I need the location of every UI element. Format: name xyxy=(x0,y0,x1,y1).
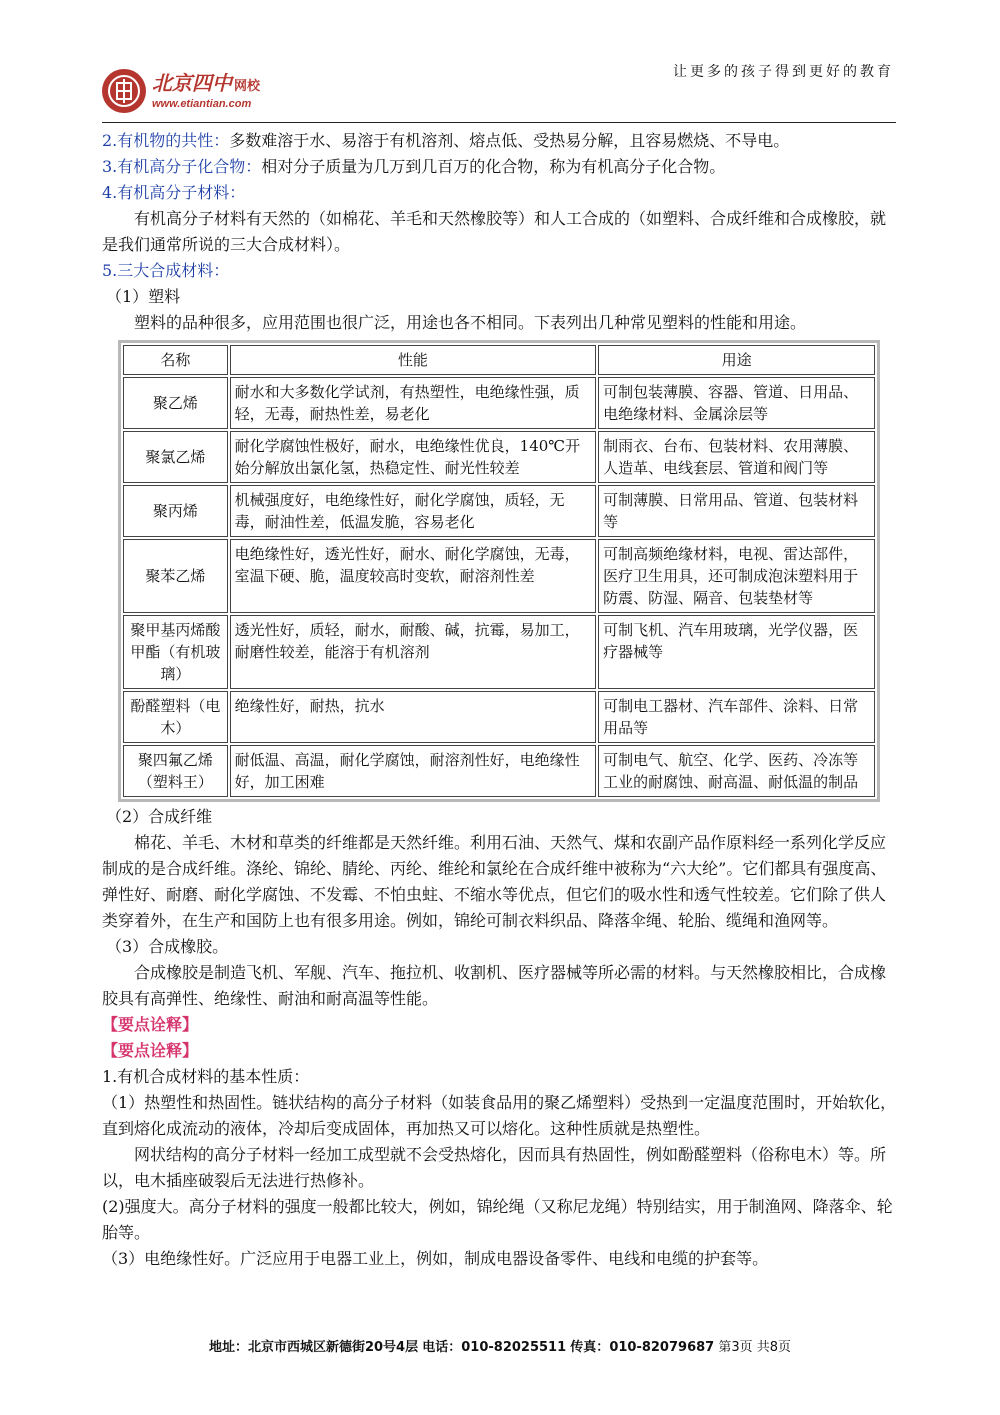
table-row xyxy=(123,431,875,483)
table-cell-property: 耐低温、高温，耐化学腐蚀，耐溶剂性好，电绝缘性好，加工困难 xyxy=(230,745,596,797)
table-cell-property: 耐化学腐蚀性极好，耐水，电绝缘性优良，140℃开始分解放出氯化氢，热稳定性、耐光性较差 xyxy=(230,431,596,483)
table-cell-property: 耐水和大多数化学试剂，有热塑性，电绝缘性强，质轻，无毒，耐热性差，易老化 xyxy=(230,377,596,429)
logo[interactable] xyxy=(102,69,260,113)
page-header xyxy=(102,55,896,125)
table-cell-name: 聚四氟乙烯（塑料王） xyxy=(123,745,228,797)
footer-fax-label: 传真： xyxy=(570,1340,610,1355)
section-4-text: 有机高分子材料有天然的（如棉花、羊毛和天然橡胶等）和人工合成的（如塑料、合成纤维和合成橡胶，就是我们通常所说的三大合成材料）。 xyxy=(102,209,887,254)
footer-fax: 010-82079687 xyxy=(609,1340,715,1355)
table-row xyxy=(123,539,875,613)
section-5-title: 5.三大合成材料： xyxy=(102,261,230,280)
table-row xyxy=(123,485,875,537)
slogan: 让更多的孩子得到更好的教育 xyxy=(673,64,894,80)
plastic-intro: 塑料的品种很多，应用范围也很广泛，用途也各不相同。下表列出几种常见塑料的性能和用途。 xyxy=(134,313,807,332)
table-cell-use: 可制高频绝缘材料，电视、雷达部件，医疗卫生用具，还可制成泡沫塑料用于防震、防湿、隔音、包装垫材等 xyxy=(598,539,875,613)
table-cell-property: 绝缘性好，耐热，抗水 xyxy=(230,691,596,743)
table-cell-use: 可制薄膜、日常用品、管道、包装材料等 xyxy=(598,485,875,537)
table-row xyxy=(123,615,875,689)
fiber-title: （2）合成纤维 xyxy=(106,807,213,826)
table-header-name: 名称 xyxy=(123,345,228,375)
insulation-text: （3）电绝缘性好。广泛应用于电器工业上，例如，制成电器设备零件、电线和电缆的护套等。 xyxy=(102,1249,769,1268)
logo-url: www.etiantian.com xyxy=(152,97,252,110)
table-header-property: 性能 xyxy=(230,345,596,375)
table-cell-name: 聚氯乙烯 xyxy=(123,431,228,483)
network-text: 网状结构的高分子材料一经加工成型就不会受热熔化，因而具有热固性，例如酚醛塑料（俗称电木）等。所以，电木插座破裂后无法进行热修补。 xyxy=(102,1145,887,1190)
table-row xyxy=(123,745,875,797)
table-cell-use: 可制电工器材、汽车部件、涂料、日常用品等 xyxy=(598,691,875,743)
logo-name: 北京四中 xyxy=(152,70,232,95)
table-cell-name: 聚苯乙烯 xyxy=(123,539,228,613)
thermo-text: （1）热塑性和热固性。链状结构的高分子材料（如装食品用的聚乙烯塑料）受热到一定温度范围时，开始软化，直到熔化成流动的液体，冷却后变成固体，再加热又可以熔化。这种性质就是热塑性。 xyxy=(102,1093,897,1138)
footer-phone: 010-82025511 xyxy=(461,1340,567,1355)
table-cell-property: 机械强度好，电绝缘性好，耐化学腐蚀，质轻，无毒，耐油性差，低温发脆，容易老化 xyxy=(230,485,596,537)
section-2-title: 2.有机物的共性： xyxy=(102,131,230,150)
page-content xyxy=(102,128,898,1272)
table-cell-name: 聚丙烯 xyxy=(123,485,228,537)
basic-properties-title: 1.有机合成材料的基本性质： xyxy=(102,1067,310,1086)
section-3 xyxy=(102,154,898,180)
footer-address: 北京市西城区新德街20号4层 xyxy=(247,1340,419,1355)
table-cell-use: 制雨衣、台布、包装材料、农用薄膜、人造革、电线套层、管道和阀门等 xyxy=(598,431,875,483)
table-header-use: 用途 xyxy=(598,345,875,375)
table-cell-use: 可制飞机、汽车用玻璃，光学仪器，医疗器械等 xyxy=(598,615,875,689)
table-cell-use: 可制包装薄膜、容器、管道、日用品、电绝缘材料、金属涂层等 xyxy=(598,377,875,429)
plastics-table xyxy=(118,340,880,802)
table-cell-property: 透光性好，质轻，耐水，耐酸、碱，抗霉，易加工，耐磨性较差，能溶于有机溶剂 xyxy=(230,615,596,689)
table-header-row xyxy=(123,345,875,375)
header-divider xyxy=(102,122,896,123)
footer-page-total: 共8页 xyxy=(756,1340,792,1355)
logo-sub: 网校 xyxy=(234,78,261,94)
table-cell-property: 电绝缘性好，透光性好，耐水、耐化学腐蚀，无毒，室温下硬、脆，温度较高时变软，耐溶剂性差 xyxy=(230,539,596,613)
footer-address-label: 地址： xyxy=(208,1340,248,1355)
table-row xyxy=(123,377,875,429)
section-2 xyxy=(102,128,898,154)
table-cell-name: 聚乙烯 xyxy=(123,377,228,429)
table-cell-use: 可制电气、航空、化学、医药、冷冻等工业的耐腐蚀、耐高温、耐低温的制品 xyxy=(598,745,875,797)
plastic-title: （1）塑料 xyxy=(106,287,181,306)
keypoint-heading: 【要点诠释】 xyxy=(102,1041,199,1060)
section-2-text: 多数难溶于水、易溶于有机溶剂、熔点低、受热易分解，且容易燃烧、不导电。 xyxy=(229,131,790,150)
rubber-text: 合成橡胶是制造飞机、军舰、汽车、拖拉机、收割机、医疗器械等所必需的材料。与天然橡胶相比，合成橡胶具有高弹性、绝缘性、耐油和耐高温等性能。 xyxy=(102,963,887,1008)
section-3-title: 3.有机高分子化合物： xyxy=(102,157,262,176)
keypoint-heading: 【要点诠释】 xyxy=(102,1015,199,1034)
logo-emblem-icon xyxy=(102,69,146,113)
table-cell-name: 聚甲基丙烯酸甲酯（有机玻璃） xyxy=(123,615,228,689)
footer-phone-label: 电话： xyxy=(422,1340,462,1355)
rubber-title: （3）合成橡胶。 xyxy=(106,937,229,956)
strength-text: (2)强度大。高分子材料的强度一般都比较大，例如，锦纶绳（又称尼龙绳）特别结实，用于制渔网、降落伞、轮胎等。 xyxy=(102,1197,893,1242)
fiber-text: 棉花、羊毛、木材和草类的纤维都是天然纤维。利用石油、天然气、煤和农副产品作原料经一系列化学反应制成的是合成纤维。涤纶、锦纶、腈纶、丙纶、维纶和氯纶在合成纤维中被称为“六大纶”。它们都具有强度高、弹性好、耐磨、耐化学腐蚀、不发霉、不怕虫蛀、不缩水等优点，但它们的吸水性和透气性较差。它们除了供人类穿着外，在生产和国防上也有很多用途。例如，锦纶可制衣料织品、降落伞绳、轮胎、缆绳和渔网等。 xyxy=(102,833,887,930)
section-4-title: 4.有机高分子材料： xyxy=(102,183,246,202)
footer-page-number: 第3页 xyxy=(718,1340,753,1355)
section-3-text: 相对分子质量为几万到几百万的化合物，称为有机高分子化合物。 xyxy=(261,157,726,176)
page-footer xyxy=(0,1336,1000,1355)
table-row xyxy=(123,691,875,743)
table-cell-name: 酚醛塑料（电木） xyxy=(123,691,228,743)
